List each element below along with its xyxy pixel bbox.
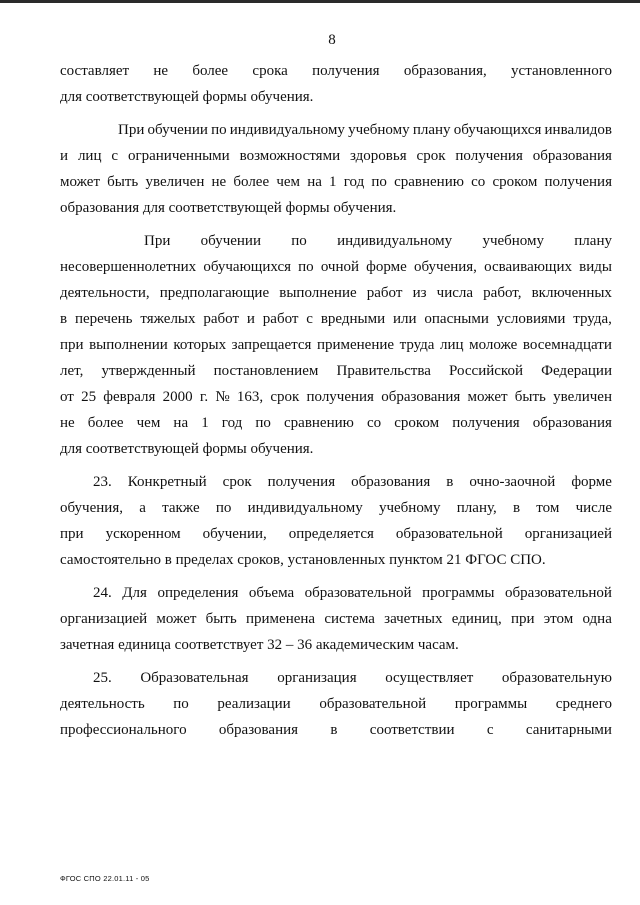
text-line: При обучении по индивидуальному учебному плану xyxy=(144,233,612,249)
text-line: при ускоренном обучении, определяется образовательной организацией xyxy=(60,526,612,542)
text-line: в перечень тяжелых работ и работ с вредными или опасными условиями труда, xyxy=(60,311,612,327)
text-line: может быть увеличен не более чем на 1 год по сравнению со сроком получения xyxy=(60,174,612,190)
text-line: 23. Конкретный срок получения образования в очно-заочной форме xyxy=(93,474,612,490)
document-footer-code: ФГОС СПО 22.01.11 - 05 xyxy=(60,874,150,883)
text-line: деятельности, предполагающие выполнение работ из числа работ, включенных xyxy=(60,285,612,301)
paragraph xyxy=(60,228,612,462)
scan-top-edge xyxy=(0,0,640,3)
text-line: деятельность по реализации образовательной программы среднего xyxy=(60,696,612,712)
paragraph-gap xyxy=(60,573,612,580)
text-line: организацией может быть применена система зачетных единиц, при этом одна xyxy=(60,611,612,627)
paragraph-gap xyxy=(60,658,612,665)
text-line: для соответствующей формы обучения. xyxy=(60,441,314,457)
paragraph xyxy=(60,469,612,573)
text-line: для соответствующей формы обучения. xyxy=(60,89,314,105)
text-line: зачетная единица соответствует 32 – 36 академическим часам. xyxy=(60,637,459,653)
page-number: 8 xyxy=(328,32,336,48)
text-line: 24. Для определения объема образовательной программы образовательной xyxy=(93,585,612,601)
text-line: несовершеннолетних обучающихся по очной форме обучения, осваивающих виды xyxy=(60,259,612,275)
text-line: профессионального образования в соответствии с санитарными xyxy=(60,722,612,738)
document-body xyxy=(60,58,612,743)
paragraph xyxy=(60,580,612,658)
text-line: от 25 февраля 2000 г. № 163, срок получения образования может быть увеличен xyxy=(60,389,612,405)
text-line: образования для соответствующей формы обучения. xyxy=(60,200,397,216)
text-line: при выполнении которых запрещается применение труда лиц моложе восемнадцати xyxy=(60,337,612,353)
text-line: не более чем на 1 год по сравнению со сроком получения образования xyxy=(60,415,612,431)
paragraph xyxy=(60,58,612,110)
paragraph-gap xyxy=(60,221,612,228)
text-line: и лиц с ограниченными возможностями здоровья срок получения образования xyxy=(60,148,612,164)
paragraph xyxy=(60,665,612,743)
paragraph xyxy=(60,117,612,221)
paragraph-gap xyxy=(60,110,612,117)
text-line: 25. Образовательная организация осуществляет образовательную xyxy=(93,670,612,686)
text-line: обучения, а также по индивидуальному учебному плану, в том числе xyxy=(60,500,612,516)
text-line: лет, утвержденный постановлением Правительства Российской Федерации xyxy=(60,363,612,379)
text-line: составляет не более срока получения образования, установленного xyxy=(60,63,612,79)
paragraph-gap xyxy=(60,462,612,469)
text-line: При обучении по индивидуальному учебному плану обучающихся инвалидов xyxy=(118,122,612,138)
text-line: самостоятельно в пределах сроков, установленных пунктом 21 ФГОС СПО. xyxy=(60,552,546,568)
